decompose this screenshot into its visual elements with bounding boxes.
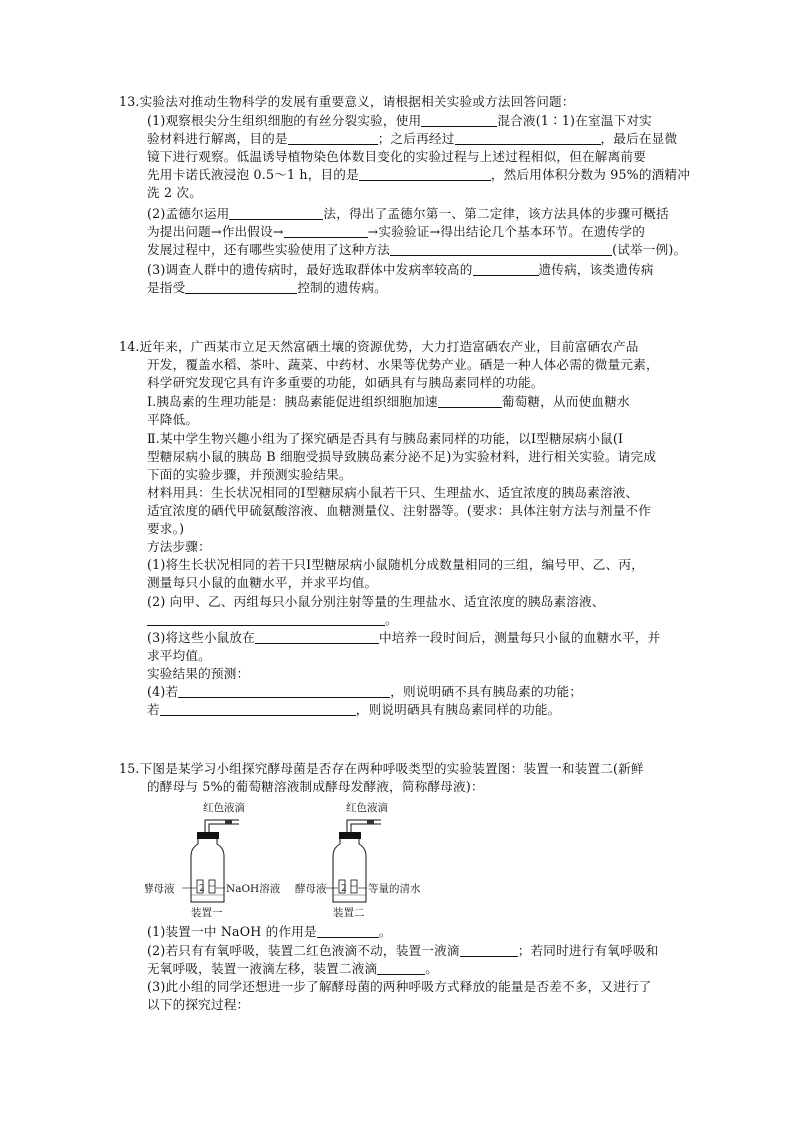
q13-part3-line1: (3)调查人群中的遗传病时，最好选取群体中发病率较高的 遗传病，该类遗传病 bbox=[147, 262, 654, 277]
answer-blank[interactable] bbox=[288, 132, 378, 145]
q15-part1: (1)装置一中 NaOH 的作用是 。 bbox=[147, 924, 392, 939]
answer-blank[interactable] bbox=[473, 263, 539, 276]
q15-part3-line2: 以下的探究过程： bbox=[147, 997, 250, 1012]
svg-text:2: 2 bbox=[341, 884, 347, 894]
q14-prediction-heading: 实验结果的预测： bbox=[147, 666, 250, 681]
q14-materials-line3: 要求。) bbox=[147, 521, 185, 536]
q15-part2-line1: (2)若只有有氧呼吸，装置二红色液滴不动，装置一液滴 ；若同时进行有氧呼吸和 bbox=[147, 943, 659, 958]
answer-blank[interactable] bbox=[438, 395, 502, 408]
q14-method-heading: 方法步骤： bbox=[147, 539, 211, 554]
q14-step3-line2: 求平均值。 bbox=[147, 648, 211, 663]
red-droplet bbox=[225, 820, 232, 824]
q14-part1-line1: Ⅰ.胰岛素的生理功能是：胰岛素能促进组织细胞加速 葡萄糖，从而使血糖水 bbox=[147, 394, 630, 409]
q13-part1-line2: 验材料进行解离，目的是 ；之后再经过 ，最后在显微 bbox=[147, 131, 678, 146]
q14-materials-line2: 适宜浓度的硒代甲硫氨酸溶液、血糖测量仪、注射器等。(要求：具体注射方法与剂量不作 bbox=[147, 503, 652, 518]
answer-blank[interactable] bbox=[284, 225, 368, 238]
q15-part2-line2: 无氧呼吸，装置一液滴左移，装置二液滴 。 bbox=[147, 961, 439, 976]
answer-blank[interactable] bbox=[178, 685, 390, 698]
device-1 bbox=[145, 801, 281, 919]
svg-text:2: 2 bbox=[199, 884, 205, 894]
device2-right-label: 等量的清水 bbox=[368, 883, 421, 895]
q14-prediction-2: 若 ，则说明硒具有胰岛素同样的功能。 bbox=[147, 702, 561, 717]
device2-drop-label: 红色液滴 bbox=[346, 802, 388, 814]
q15-stem-line1: 15.下图是某学习小组探究酵母菌是否存在两种呼吸类型的实验装置图：装置一和装置二(新鲜 bbox=[119, 761, 644, 776]
q13-part1-line4: 先用卡诺氏液浸泡 0.5～1 h，目的是 ，然后用体积分数为 95%的酒精冲 bbox=[147, 167, 691, 182]
red-droplet bbox=[367, 820, 374, 824]
device2-left-label: 酵母液 bbox=[295, 883, 327, 895]
answer-blank[interactable] bbox=[460, 944, 518, 957]
q13-part2-line2: 为提出问题→作出假设→ →实验验证→得出结论几个基本环节。在遗传学的 bbox=[147, 224, 646, 239]
answer-blank[interactable] bbox=[317, 925, 379, 938]
device1-right-label: NaOH溶液 bbox=[226, 883, 281, 895]
device1-caption: 装置一 bbox=[191, 907, 223, 919]
q14-stem-line3: 科学研究发现它具有许多重要的功能，如硒具有与胰岛素同样的功能。 bbox=[147, 375, 544, 390]
apparatus-diagram bbox=[145, 796, 445, 920]
device2-caption: 装置二 bbox=[333, 907, 365, 919]
q13-part1-line3: 镜下进行观察。低温诱导植物染色体数目变化的实验过程与上述过程相似，但在解离前要 bbox=[147, 149, 646, 164]
q14-step2-line1: (2) 向甲、乙、丙组每只小鼠分别注射等量的生理盐水、适宜浓度的胰岛素溶液、 bbox=[147, 594, 605, 609]
q14-step2-line2: 。 bbox=[147, 612, 398, 628]
q14-step1-line1: (1)将生长状况相同的若干只Ⅰ型糖尿病小鼠随机分成数量相同的三组，编号甲、乙、丙， bbox=[147, 557, 644, 572]
answer-blank[interactable] bbox=[147, 613, 385, 626]
answer-blank[interactable] bbox=[390, 243, 612, 256]
q14-part2-line1: Ⅱ.某中学生物兴趣小组为了探究硒是否具有与胰岛素同样的功能，以Ⅰ型糖尿病小鼠(Ⅰ bbox=[147, 431, 624, 446]
answer-blank[interactable] bbox=[185, 281, 297, 294]
q14-materials-line1: 材料用具：生长状况相同的Ⅰ型糖尿病小鼠若干只、生理盐水、适宜浓度的胰岛素溶液、 bbox=[147, 485, 639, 500]
answer-blank[interactable] bbox=[255, 631, 379, 644]
q15-part3-line1: (3)此小组的同学还想进一步了解酵母菌的两种呼吸方式释放的能量是否差不多，又进行了 bbox=[147, 979, 652, 994]
apparatus-figure bbox=[145, 796, 445, 920]
device1-drop-label: 红色液滴 bbox=[203, 802, 245, 814]
answer-blank[interactable] bbox=[455, 132, 601, 145]
q13-part3-line2: 是指受 控制的遗传病。 bbox=[147, 280, 387, 295]
q13-part1-line5: 洗 2 次。 bbox=[147, 185, 203, 200]
q13-stem: 13.实验法对推动生物科学的发展有重要意义，请根据相关实验或方法回答问题： bbox=[119, 94, 575, 109]
q14-step1-line2: 测量每只小鼠的血糖水平，并求平均值。 bbox=[147, 575, 378, 590]
answer-blank[interactable] bbox=[421, 114, 497, 127]
q14-stem-line1: 14.近年来，广西某市立足天然富硒土壤的资源优势，大力打造富硒农产业，目前富硒农产品 bbox=[119, 339, 639, 354]
answer-blank[interactable] bbox=[377, 962, 425, 975]
answer-blank[interactable] bbox=[359, 168, 491, 181]
q13-part2-line1: (2)孟德尔运用 法，得出了孟德尔第一、第二定律，该方法具体的步骤可概括 bbox=[147, 206, 669, 221]
answer-blank[interactable] bbox=[160, 703, 356, 716]
q14-stem-line2: 开发，覆盖水稻、茶叶、蔬菜、中药材、水果等优势产业。硒是一种人体必需的微量元素， bbox=[147, 357, 659, 372]
device1-left-label: 酵母液 bbox=[145, 883, 175, 895]
q13-part1-line1: (1)观察根尖分生组织细胞的有丝分裂实验，使用 混合液(1∶1)在室温下对实 bbox=[147, 113, 652, 128]
q14-step3-line1: (3)将这些小鼠放在 中培养一段时间后，测量每只小鼠的血糖水平，并 bbox=[147, 630, 661, 645]
q15-stem-line2: 的酵母与 5%的葡萄糖溶液制成酵母发酵液，简称酵母液)： bbox=[147, 779, 484, 794]
q14-part2-line2: 型糖尿病小鼠的胰岛 B 细胞受损导致胰岛素分泌不足)为实验材料，进行相关实验。请完成 bbox=[147, 449, 657, 464]
device-2 bbox=[295, 801, 421, 919]
q14-part2-line3: 下面的实验步骤，并预测实验结果。 bbox=[147, 467, 352, 482]
answer-blank[interactable] bbox=[229, 207, 323, 220]
q14-prediction-1: (4)若 ，则说明硒不具有胰岛素的功能； bbox=[147, 684, 583, 699]
q14-part1-line2: 平降低。 bbox=[147, 412, 199, 427]
q13-part2-line3: 发展过程中，还有哪些实验使用了这种方法 (试举一例)。 bbox=[147, 242, 687, 257]
